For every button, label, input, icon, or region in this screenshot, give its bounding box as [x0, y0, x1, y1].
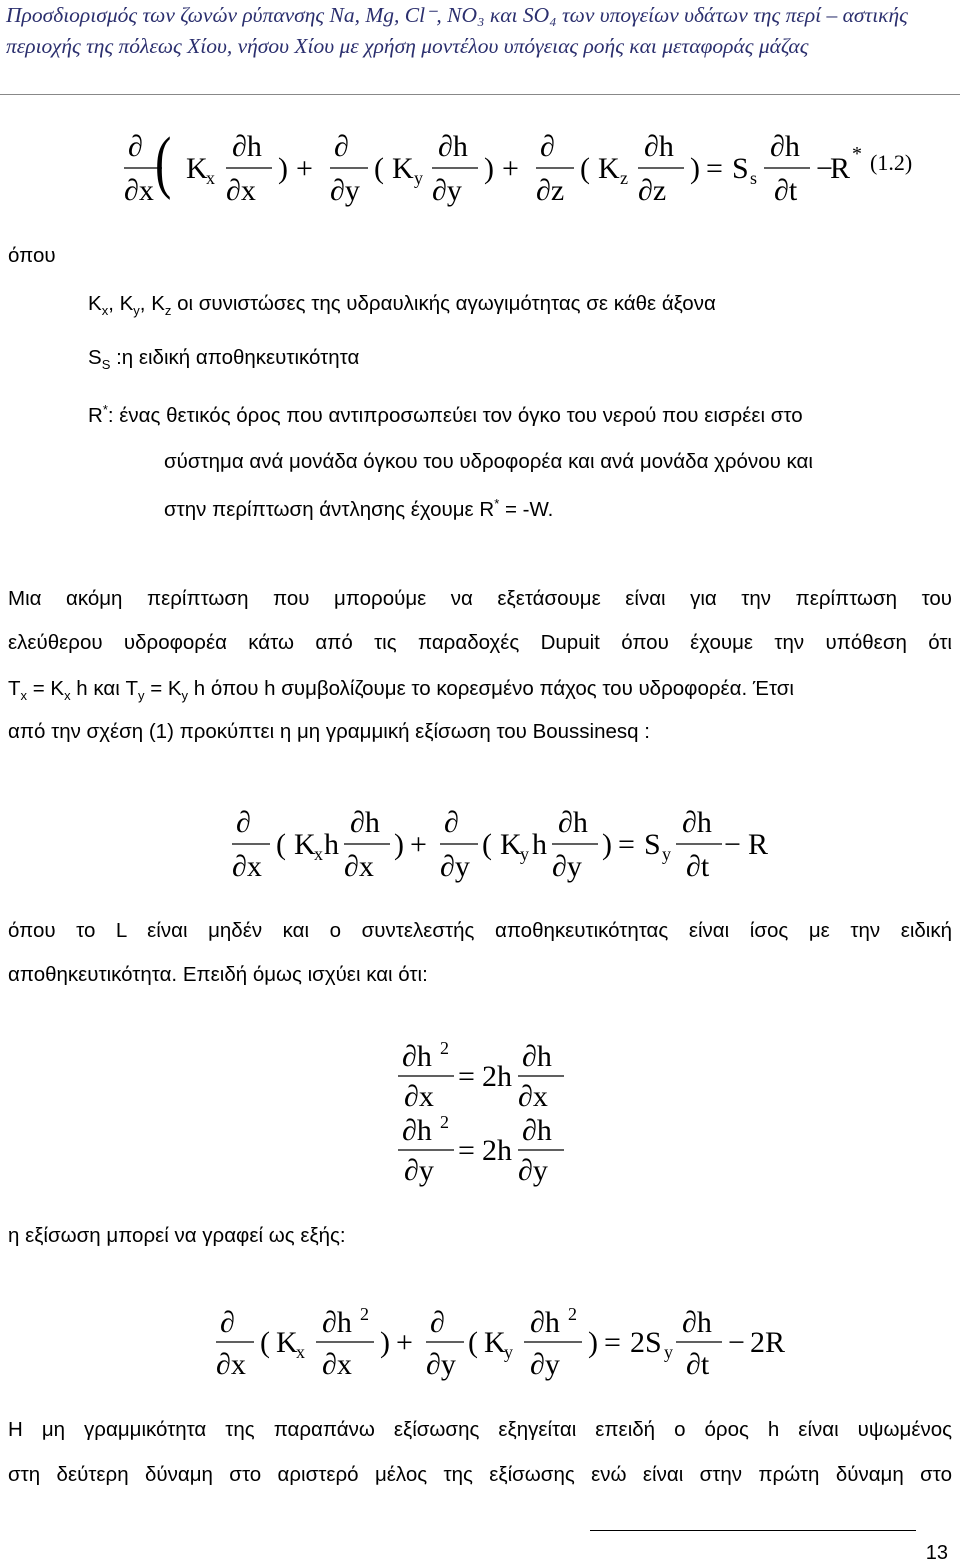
- svg-text:∂x: ∂x: [344, 850, 374, 883]
- svg-text:2S: 2S: [630, 1326, 662, 1359]
- svg-text:): ): [602, 828, 612, 861]
- svg-text:h: h: [532, 828, 547, 861]
- paragraph-2-line-1: όπου το L είναι μηδέν και ο συντελεστής αποθηκευτικότητας είναι ίσος με την ειδική: [8, 919, 952, 942]
- running-header: Προσδιορισμός των ζωνών ρύπανσης Na, Mg, Cl⁻, NO₃ και SO₄ των υπογείων υδάτων της περί – αστικής περιοχής της πόλεως Χίου, νήσου Χίου με χρήση μοντέλου υπόγειας ροής και μεταφοράς μάζας: [6, 3, 908, 58]
- svg-text:∂h: ∂h: [770, 130, 800, 163]
- equation-identity-y: [396, 1110, 576, 1186]
- svg-text:K: K: [484, 1326, 506, 1359]
- svg-text:): ): [278, 152, 288, 185]
- svg-text:y: y: [414, 168, 423, 188]
- svg-text:∂h: ∂h: [438, 130, 468, 163]
- svg-text:∂: ∂: [444, 806, 459, 839]
- svg-text:z: z: [620, 168, 628, 188]
- svg-text:∂y: ∂y: [426, 1348, 456, 1381]
- svg-text:(: (: [276, 828, 286, 861]
- svg-text:y: y: [664, 1342, 673, 1362]
- svg-text:2h: 2h: [482, 1060, 512, 1093]
- svg-text:K: K: [186, 152, 208, 185]
- svg-text:): ): [484, 152, 494, 185]
- svg-text:∂y: ∂y: [432, 174, 462, 207]
- equation-boussinesq-tail: [724, 796, 784, 886]
- header-divider: [0, 94, 960, 95]
- svg-text:S: S: [732, 152, 749, 185]
- svg-text:∂: ∂: [236, 806, 251, 839]
- definition-r-line-3: στην περίπτωση άντλησης έχουμε R* = -W.: [164, 496, 554, 521]
- svg-text:∂x: ∂x: [322, 1348, 352, 1381]
- svg-text:∂y: ∂y: [404, 1154, 434, 1187]
- svg-text:−: −: [724, 828, 741, 861]
- svg-text:∂x: ∂x: [518, 1080, 548, 1113]
- svg-text:∂y: ∂y: [440, 850, 470, 883]
- equation-transformed-tail: [728, 1300, 808, 1380]
- svg-text:(: (: [155, 123, 172, 202]
- svg-text:K: K: [598, 152, 620, 185]
- svg-text:∂: ∂: [540, 130, 555, 163]
- svg-text:s: s: [750, 168, 758, 188]
- svg-text:∂: ∂: [220, 1306, 235, 1339]
- definition-ss: $S_S$ :η ειδική αποθηκευτικότητα: [88, 346, 360, 373]
- svg-text:∂h: ∂h: [682, 806, 712, 839]
- svg-text:+: +: [502, 152, 519, 185]
- svg-text:+: +: [410, 828, 427, 861]
- svg-text:2R: 2R: [750, 1326, 786, 1359]
- svg-text:S: S: [644, 828, 661, 861]
- svg-text:∂t: ∂t: [774, 174, 798, 207]
- svg-text:h: h: [324, 828, 339, 861]
- svg-text:=: =: [706, 152, 723, 185]
- svg-text:=: =: [604, 1326, 621, 1359]
- svg-text:(: (: [482, 828, 492, 861]
- svg-text:): ): [380, 1326, 390, 1359]
- svg-text:∂z: ∂z: [638, 174, 667, 207]
- svg-text:(: (: [580, 152, 590, 185]
- svg-text:y: y: [504, 1342, 513, 1362]
- paragraph-1-line-3: $T_x = K_x$ h και $T_y = K_y$ h όπου h συμβολίζουμε το κορεσμένο πάχος του υδροφορέα. Έτσι: [8, 677, 794, 704]
- svg-text:y: y: [520, 844, 529, 864]
- svg-text:∂z: ∂z: [536, 174, 565, 207]
- svg-text:∂h: ∂h: [232, 130, 262, 163]
- svg-text:∂h: ∂h: [530, 1306, 560, 1339]
- svg-text:∂h: ∂h: [350, 806, 380, 839]
- svg-text:=: =: [458, 1134, 475, 1167]
- svg-text:∂x: ∂x: [124, 174, 154, 207]
- svg-text:2: 2: [568, 1304, 577, 1324]
- svg-text:(: (: [260, 1326, 270, 1359]
- svg-text:∂h: ∂h: [644, 130, 674, 163]
- svg-text:∂: ∂: [334, 130, 349, 163]
- svg-text:K: K: [392, 152, 414, 185]
- svg-text:=: =: [618, 828, 635, 861]
- svg-text:K: K: [294, 828, 316, 861]
- svg-text:): ): [690, 152, 700, 185]
- svg-text:R: R: [748, 828, 769, 861]
- svg-text:∂: ∂: [430, 1306, 445, 1339]
- svg-text:∂h: ∂h: [322, 1306, 352, 1339]
- paragraph-3-line-1: η εξίσωση μπορεί να γραφεί ως εξής:: [8, 1224, 346, 1247]
- svg-text:): ): [588, 1326, 598, 1359]
- paragraph-1-line-2: ελεύθερου υδροφορέα κάτω από τις παραδοχές Dupuit όπου έχουμε την υπόθεση ότι: [8, 631, 952, 654]
- svg-text:−: −: [728, 1326, 745, 1359]
- svg-text:x: x: [314, 844, 323, 864]
- svg-text:2: 2: [360, 1304, 369, 1324]
- paragraph-4-line-1: Η μη γραμμικότητα της παραπάνω εξίσωσης εξηγείται επειδή ο όρος h είναι υψωμένος: [8, 1418, 952, 1441]
- svg-text:x: x: [206, 168, 215, 188]
- definition-r: R*: ένας θετικός όρος που αντιπροσωπεύει τον όγκο του νερού που εισρέει στο: [88, 402, 803, 427]
- footer-divider: [590, 1530, 916, 1531]
- svg-text:∂y: ∂y: [530, 1348, 560, 1381]
- svg-text:∂t: ∂t: [686, 850, 710, 883]
- svg-text:2: 2: [440, 1112, 449, 1132]
- equation-transformed: [212, 1300, 732, 1380]
- svg-text:∂h: ∂h: [402, 1040, 432, 1073]
- svg-text:x: x: [296, 1342, 305, 1362]
- svg-text:R: R: [830, 152, 851, 185]
- svg-text:*: *: [852, 143, 862, 165]
- svg-text:+: +: [296, 152, 313, 185]
- svg-text:K: K: [276, 1326, 298, 1359]
- svg-text:∂h: ∂h: [522, 1114, 552, 1147]
- svg-text:∂x: ∂x: [216, 1348, 246, 1381]
- paragraph-1-line-4: από την σχέση (1) προκύπτει η μη γραμμική εξίσωση του Boussinesq :: [8, 720, 650, 743]
- svg-text:+: +: [396, 1326, 413, 1359]
- definition-r-line-2: σύστημα ανά μονάδα όγκου του υδροφορέα και ανά μονάδα χρόνου και: [164, 450, 813, 473]
- svg-text:=: =: [458, 1060, 475, 1093]
- equation-label: (1.2): [870, 150, 913, 175]
- svg-text:∂y: ∂y: [518, 1154, 548, 1187]
- equation-identity-x: [396, 1036, 576, 1112]
- svg-text:∂h: ∂h: [682, 1306, 712, 1339]
- equation-1-2-tail: [830, 120, 955, 210]
- paragraph-4-line-2: στη δεύτερη δύναμη στο αριστερό μέλος της εξίσωσης ενώ είναι στην πρώτη δύναμη στο: [8, 1463, 952, 1486]
- svg-text:K: K: [500, 828, 522, 861]
- svg-text:(: (: [374, 152, 384, 185]
- equation-1-2: [120, 120, 840, 210]
- svg-text:−: −: [816, 152, 833, 185]
- paragraph-1-line-1: Μια ακόμη περίπτωση που μπορούμε να εξετάσουμε είναι για την περίπτωση του: [8, 587, 952, 610]
- svg-text:(: (: [468, 1326, 478, 1359]
- svg-text:∂t: ∂t: [686, 1348, 710, 1381]
- svg-text:∂h: ∂h: [558, 806, 588, 839]
- svg-text:∂h: ∂h: [522, 1040, 552, 1073]
- equation-boussinesq: [228, 796, 728, 886]
- svg-text:2h: 2h: [482, 1134, 512, 1167]
- page-number: 13: [925, 1542, 948, 1564]
- svg-text:∂y: ∂y: [330, 174, 360, 207]
- svg-text:): ): [394, 828, 404, 861]
- svg-text:∂x: ∂x: [232, 850, 262, 883]
- svg-text:y: y: [662, 844, 671, 864]
- svg-text:2: 2: [440, 1038, 449, 1058]
- svg-text:∂h: ∂h: [402, 1114, 432, 1147]
- svg-text:∂x: ∂x: [226, 174, 256, 207]
- definition-k: $K_x$, $K_y$, $K_z$ οι συνιστώσες της υδραυλικής αγωγιμότητας σε κάθε άξονα: [88, 292, 716, 319]
- paragraph-2-line-2: αποθηκευτικότητα. Επειδή όμως ισχύει και ότι:: [8, 963, 428, 986]
- svg-text:∂: ∂: [128, 130, 143, 163]
- svg-text:∂x: ∂x: [404, 1080, 434, 1113]
- definitions-intro: όπου: [8, 244, 56, 267]
- svg-text:∂y: ∂y: [552, 850, 582, 883]
